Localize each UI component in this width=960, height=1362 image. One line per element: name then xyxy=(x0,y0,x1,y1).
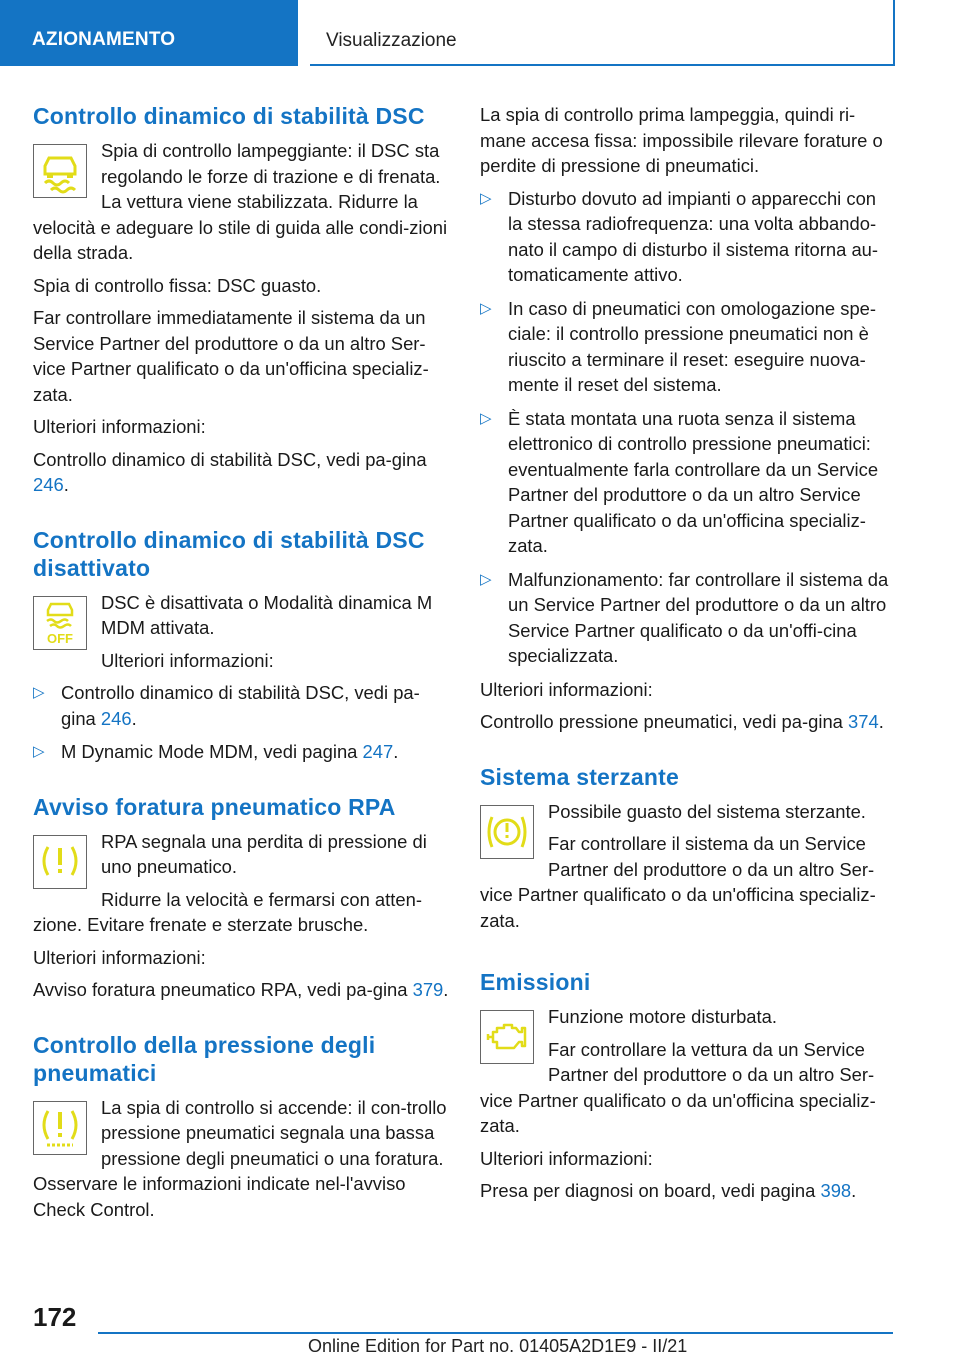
tire-warning-icon xyxy=(33,835,87,889)
off-label: OFF xyxy=(47,630,73,646)
page-link[interactable]: 379 xyxy=(412,979,444,1000)
section-dsc-off xyxy=(33,526,451,765)
paragraph: Far controllare immediatamente il sistema da un Service Partner del produttore o da un altro Ser-vice Partner qualificato o da un'officina specializ-zata. xyxy=(33,307,429,405)
section-emissions xyxy=(480,968,894,1204)
reference-paragraph: Avviso foratura pneumatico RPA, vedi pa-gina 379. xyxy=(33,979,449,1000)
paragraph: Ridurre la velocità e fermarsi con atten-zione. Evitare frenate e sterzate brusche. xyxy=(33,888,422,935)
page-number: 172 xyxy=(33,1302,77,1332)
bullet-item: ▷ In caso di pneumatici con omologazione spe-ciale: il controllo pressione pneumatici non è riuscito a terminare il reset: eseguire nuova-mente il reset del sistema. xyxy=(480,297,877,395)
page-link[interactable]: 246 xyxy=(100,707,132,729)
bullet-triangle-icon: ▷ xyxy=(33,684,45,701)
bullet-triangle-icon: ▷ xyxy=(480,570,492,588)
paragraph: La spia di controllo prima lampeggia, quindi ri-mane accesa fissa: impossibile rilevare forature o perdite di pressione di pneumatici. xyxy=(480,104,883,176)
paragraph: La spia di controllo si accende: il con-trollo pressione pneumatici segnala una bassa pressione degli pneumatici o una foratura. Osservare le informazioni indicate nel-l'avviso Check Control. xyxy=(33,1096,447,1220)
reference-paragraph: Controllo dinamico di stabilità DSC, vedi pa-gina 246. xyxy=(33,448,427,495)
paragraph: Funzione motore disturbata. xyxy=(548,1006,777,1027)
section-tire-pressure xyxy=(33,1031,451,1230)
reference-paragraph: Controllo pressione pneumatici, vedi pa-gina 374. xyxy=(480,711,884,732)
bullet-triangle-icon: ▷ xyxy=(33,743,45,760)
paragraph: RPA segnala una perdita di pressione di uno pneumatico. xyxy=(101,830,427,877)
header-chapter-box xyxy=(310,0,895,66)
bullet-item: ▷ È stata montata una ruota senza il sistema elettronico di controllo pressione pneumatici: eventualmente farla controllare da un Service Partner del produttore o da un altro Service Partner qualificato o da un'officina specializ-zata. xyxy=(480,407,879,556)
paragraph: Far controllare il sistema da un Service Partner del produttore o da un altro Ser-vice Partner qualificato o da un'officina specializ-zata. xyxy=(480,833,876,931)
section-title: Avviso foratura pneumatico RPA xyxy=(33,793,396,820)
paragraph: Ulteriori informazioni: xyxy=(33,946,206,968)
footer-edition: Online Edition for Part no. 01405A2D1E9 - II/21 xyxy=(308,1336,688,1356)
paragraph: DSC è disattivata o Modalità dinamica M MDM attivata. xyxy=(101,591,433,638)
header-chapter-label: Visualizzazione xyxy=(326,30,457,51)
section-dsc xyxy=(33,102,451,498)
tire-pressure-icon xyxy=(33,1101,87,1155)
paragraph: Spia di controllo fissa: DSC guasto. xyxy=(33,274,322,296)
paragraph: Ulteriori informazioni: xyxy=(480,678,653,700)
dsc-off-icon xyxy=(33,596,87,650)
bullet-item: ▷ Malfunzionamento: far controllare il sistema da un Service Partner del produttore o da un altro Service Partner qualificato o da un'offi-cina specializzata. xyxy=(480,568,889,666)
bullet-triangle-icon: ▷ xyxy=(480,409,492,427)
bullet-item: ▷ Controllo dinamico di stabilità DSC, vedi pa-gina 246. xyxy=(33,682,420,729)
right-column xyxy=(480,102,894,1211)
section-tire-pressure-continued xyxy=(480,102,894,735)
section-title: Controllo dinamico di stabilità DSC disattivato xyxy=(33,526,425,581)
paragraph: Ulteriori informazioni: xyxy=(33,416,206,437)
bullet-item: ▷ M Dynamic Mode MDM, vedi pagina 247. xyxy=(33,739,451,765)
header-section-label: AZIONAMENTO xyxy=(32,29,176,50)
section-title: Sistema sterzante xyxy=(480,763,679,790)
header-section-tab xyxy=(0,0,298,66)
page-link[interactable]: 246 xyxy=(33,474,64,495)
section-title: Emissioni xyxy=(480,969,591,995)
left-column xyxy=(33,102,451,1229)
steering-warning-icon xyxy=(480,805,534,859)
paragraph: Far controllare la vettura da un Service Partner del produttore o da un altro Ser-vice Partner qualificato o da un'officina specializ-zata. xyxy=(480,1038,876,1136)
page-link[interactable]: 374 xyxy=(848,711,879,732)
section-title: Controllo della pressione degli pneumatici xyxy=(33,1031,376,1086)
footer-divider xyxy=(98,1332,893,1334)
bullet-triangle-icon: ▷ xyxy=(480,299,492,317)
paragraph: Spia di controllo lampeggiante: il DSC sta regolando le forze di trazione e di frenata. La vettura viene stabilizzata. Ridurre la velocità e adeguare lo stile di guida alle condi-zioni della strada. xyxy=(33,140,448,263)
reference-paragraph: Presa per diagnosi on board, vedi pagina 398. xyxy=(480,1180,857,1201)
bullet-item: ▷ Disturbo dovuto ad impianti o apparecchi con la stessa radiofrequenza: una volta abbando-nato il campo di disturbo il sistema ritorna au-tomaticamente attivo. xyxy=(480,187,879,285)
paragraph: Ulteriori informazioni: xyxy=(101,649,274,671)
section-title: Controllo dinamico di stabilità DSC xyxy=(33,103,425,129)
engine-icon xyxy=(480,1010,534,1064)
section-steering xyxy=(480,763,894,941)
section-rpa xyxy=(33,793,451,1003)
paragraph: Possibile guasto del sistema sterzante. xyxy=(548,800,866,822)
page-link[interactable]: 247 xyxy=(362,741,394,762)
dsc-warning-icon xyxy=(33,144,87,198)
page-link[interactable]: 398 xyxy=(820,1180,852,1201)
paragraph: Ulteriori informazioni: xyxy=(480,1147,653,1169)
bullet-triangle-icon: ▷ xyxy=(480,189,492,207)
